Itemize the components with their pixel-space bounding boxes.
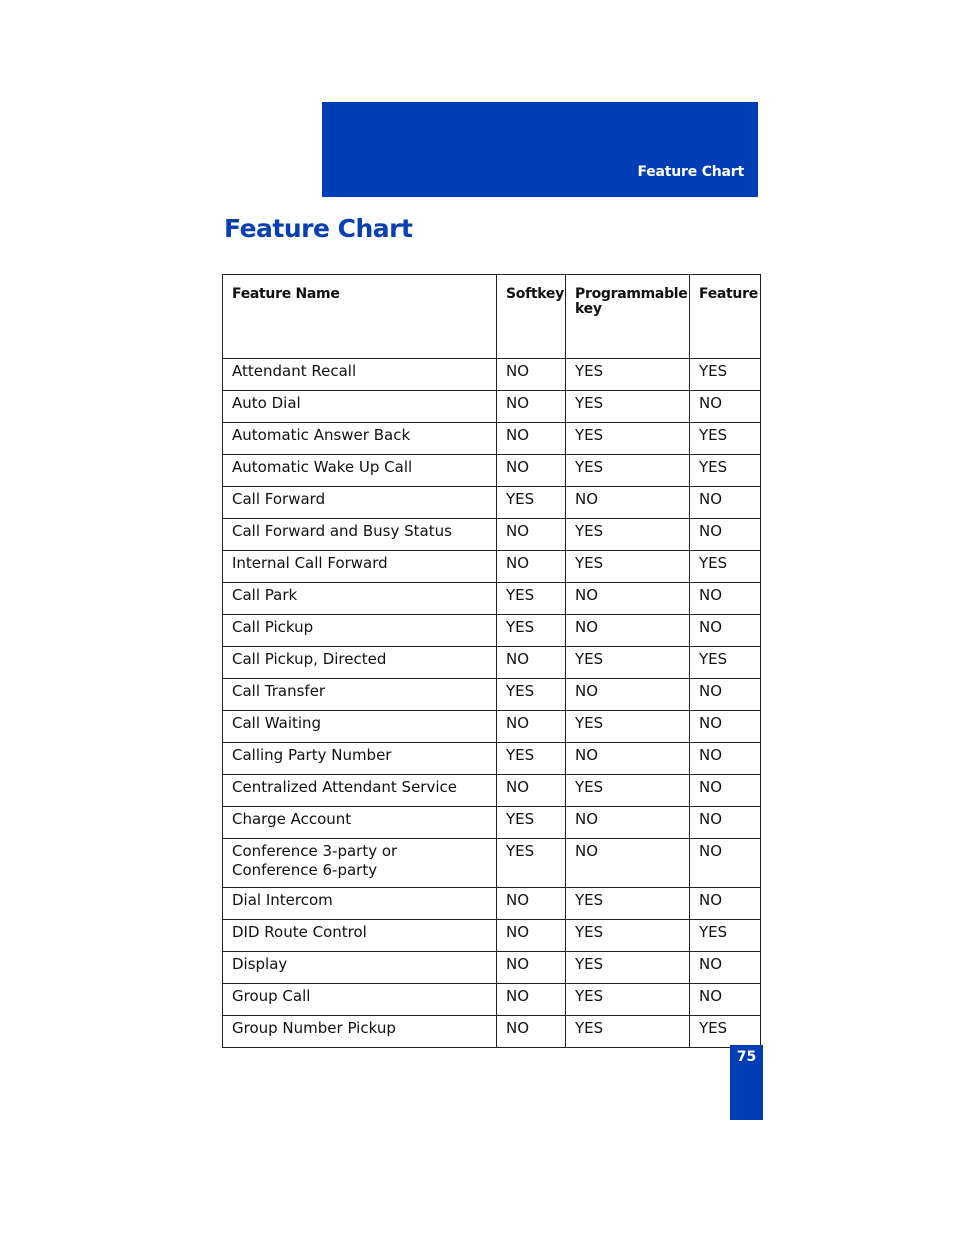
cell-feature-name: Group Call (223, 984, 497, 1016)
cell-softkey: NO (497, 920, 566, 952)
cell-softkey: NO (497, 984, 566, 1016)
column-header-feature-name: Feature Name (223, 275, 497, 359)
cell-feature: YES (690, 920, 761, 952)
cell-feature-name: Calling Party Number (223, 743, 497, 775)
cell-softkey: NO (497, 888, 566, 920)
cell-feature: YES (690, 423, 761, 455)
cell-feature: NO (690, 888, 761, 920)
cell-feature: NO (690, 391, 761, 423)
cell-feature: NO (690, 952, 761, 984)
cell-softkey: NO (497, 359, 566, 391)
table-row (223, 359, 761, 391)
cell-programmable-key: YES (566, 920, 690, 952)
cell-feature: NO (690, 807, 761, 839)
feature-table (222, 274, 761, 1048)
cell-softkey: NO (497, 952, 566, 984)
table-row (223, 615, 761, 647)
cell-softkey: NO (497, 1016, 566, 1048)
cell-feature-name: Call Forward (223, 487, 497, 519)
cell-feature: NO (690, 839, 761, 888)
cell-feature-name: Call Transfer (223, 679, 497, 711)
table-row (223, 647, 761, 679)
cell-programmable-key: NO (566, 839, 690, 888)
cell-feature-name: Display (223, 952, 497, 984)
cell-softkey: YES (497, 807, 566, 839)
cell-feature-name: Call Waiting (223, 711, 497, 743)
cell-programmable-key: NO (566, 743, 690, 775)
table-row (223, 839, 761, 888)
cell-feature-name: Attendant Recall (223, 359, 497, 391)
cell-softkey: NO (497, 551, 566, 583)
cell-feature-name: Charge Account (223, 807, 497, 839)
cell-programmable-key: YES (566, 1016, 690, 1048)
cell-feature-name: Centralized Attendant Service (223, 775, 497, 807)
table-row (223, 583, 761, 615)
page-title: Feature Chart (224, 214, 413, 243)
cell-feature-name: Call Pickup (223, 615, 497, 647)
table-row (223, 551, 761, 583)
cell-programmable-key: YES (566, 455, 690, 487)
cell-feature: YES (690, 359, 761, 391)
cell-feature-name: Call Forward and Busy Status (223, 519, 497, 551)
cell-softkey: NO (497, 423, 566, 455)
cell-programmable-key: YES (566, 647, 690, 679)
cell-softkey: NO (497, 711, 566, 743)
table-row (223, 1016, 761, 1048)
cell-feature: NO (690, 775, 761, 807)
cell-softkey: YES (497, 487, 566, 519)
cell-feature: YES (690, 551, 761, 583)
cell-feature: NO (690, 487, 761, 519)
cell-feature-name: Auto Dial (223, 391, 497, 423)
cell-feature-name: Automatic Wake Up Call (223, 455, 497, 487)
table-row (223, 519, 761, 551)
cell-softkey: NO (497, 647, 566, 679)
cell-feature-name: DID Route Control (223, 920, 497, 952)
table-row (223, 711, 761, 743)
table-row (223, 679, 761, 711)
cell-programmable-key: YES (566, 519, 690, 551)
cell-programmable-key: YES (566, 775, 690, 807)
cell-feature-name: Dial Intercom (223, 888, 497, 920)
cell-softkey: NO (497, 519, 566, 551)
cell-programmable-key: YES (566, 359, 690, 391)
column-header-programmable-key: Programmable key (566, 275, 690, 359)
cell-programmable-key: NO (566, 487, 690, 519)
cell-feature: NO (690, 711, 761, 743)
cell-softkey: YES (497, 583, 566, 615)
header-section-label: Feature Chart (637, 164, 744, 180)
cell-feature: NO (690, 519, 761, 551)
table-row (223, 455, 761, 487)
table-row (223, 984, 761, 1016)
cell-feature: YES (690, 647, 761, 679)
cell-programmable-key: YES (566, 423, 690, 455)
cell-softkey: YES (497, 839, 566, 888)
cell-feature-name: Conference 3-party or Conference 6-party (223, 839, 497, 888)
cell-softkey: YES (497, 679, 566, 711)
page-number: 75 (736, 1049, 757, 1065)
cell-programmable-key: YES (566, 984, 690, 1016)
table-row (223, 952, 761, 984)
cell-feature: NO (690, 679, 761, 711)
table-row (223, 423, 761, 455)
cell-feature: NO (690, 615, 761, 647)
cell-feature: YES (690, 455, 761, 487)
cell-feature: NO (690, 984, 761, 1016)
cell-softkey: NO (497, 391, 566, 423)
cell-softkey: NO (497, 775, 566, 807)
column-header-softkey: Softkey (497, 275, 566, 359)
cell-softkey: YES (497, 615, 566, 647)
table-row (223, 775, 761, 807)
cell-softkey: YES (497, 743, 566, 775)
table-row (223, 743, 761, 775)
cell-programmable-key: YES (566, 888, 690, 920)
cell-softkey: NO (497, 455, 566, 487)
table-row (223, 888, 761, 920)
cell-programmable-key: NO (566, 615, 690, 647)
table-row (223, 807, 761, 839)
cell-feature-name: Internal Call Forward (223, 551, 497, 583)
cell-feature-name: Call Pickup, Directed (223, 647, 497, 679)
table-row (223, 920, 761, 952)
table-row (223, 487, 761, 519)
table-body (223, 359, 761, 1048)
cell-programmable-key: NO (566, 583, 690, 615)
table-row (223, 391, 761, 423)
cell-programmable-key: YES (566, 711, 690, 743)
column-header-feature: Feature (690, 275, 761, 359)
cell-programmable-key: YES (566, 391, 690, 423)
header-band (322, 102, 758, 197)
cell-programmable-key: NO (566, 679, 690, 711)
table-header-row (223, 275, 761, 359)
page-number-tab (730, 1045, 763, 1120)
cell-feature: NO (690, 583, 761, 615)
cell-feature-name: Group Number Pickup (223, 1016, 497, 1048)
cell-programmable-key: YES (566, 551, 690, 583)
cell-feature: YES (690, 1016, 761, 1048)
cell-feature: NO (690, 743, 761, 775)
cell-programmable-key: YES (566, 952, 690, 984)
cell-feature-name: Automatic Answer Back (223, 423, 497, 455)
cell-feature-name: Call Park (223, 583, 497, 615)
cell-programmable-key: NO (566, 807, 690, 839)
